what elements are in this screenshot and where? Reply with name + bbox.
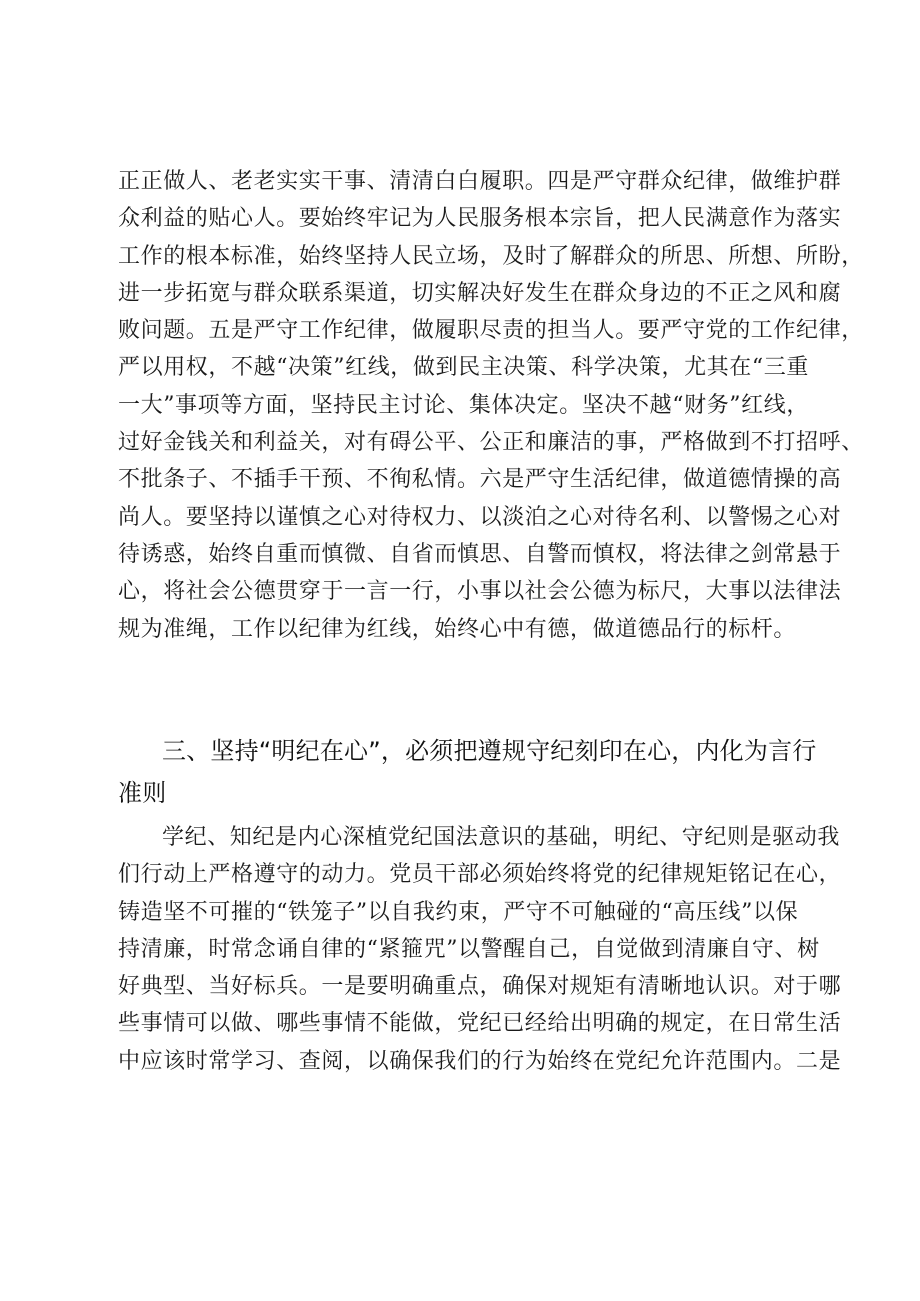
text-line: 持清廉，时常念诵自律的“紧箍咒”以警醒自己，自觉做到清廉自守、树 xyxy=(118,936,820,962)
text-line: 些事情可以做、哪些事情不能做，党纪已经给出明确的规定，在日常生活 xyxy=(118,1011,842,1037)
text-line: 好典型、当好标兵。一是要明确重点，确保对规矩有清晰地认识。对于哪 xyxy=(118,974,842,1000)
text-line: 心，将社会公德贯穿于一言一行，小事以社会公德为标尺，大事以法律法 xyxy=(118,579,842,605)
text-line: 败问题。五是严守工作纪律，做履职尽责的担当人。要严守党的工作纪律， xyxy=(118,318,864,344)
section-heading xyxy=(118,730,820,814)
text-line: 工作的根本标准，始终坚持人民立场，及时了解群众的所思、所想、所盼， xyxy=(118,243,864,269)
text-line: 待诱惑，始终自重而慎微、自省而慎思、自警而慎权，将法律之剑常悬于 xyxy=(118,541,842,567)
text-line: 进一步拓宽与群众联系渠道，切实解决好发生在群众身边的不正之风和腐 xyxy=(118,280,842,306)
paragraph-bottom xyxy=(118,819,842,1080)
text-line: 不批条子、不插手干预、不徇私情。六是严守生活纪律，做道德情操的高 xyxy=(118,467,842,493)
text-line: 一大”事项等方面，坚持民主讨论、集体决定。坚决不越“财务”红线， xyxy=(118,392,809,418)
text-line: 尚人。要坚持以谨慎之心对待权力、以淡泊之心对待名利、以警惕之心对 xyxy=(118,504,842,530)
paragraph-top xyxy=(118,163,864,648)
text-line: 众利益的贴心人。要始终牢记为人民服务根本宗旨，把人民满意作为落实 xyxy=(118,206,842,232)
text-line: 学纪、知纪是内心深植党纪国法意识的基础，明纪、守纪则是驱动我 xyxy=(162,825,841,850)
text-line: 铸造坚不可摧的“铁笼子”以自我约束，严守不可触碰的“高压线”以保 xyxy=(118,899,799,925)
heading-line: 准则 xyxy=(118,779,167,807)
text-line: 中应该时常学习、查阅，以确保我们的行为始终在党纪允许范围内。二是 xyxy=(118,1048,842,1074)
text-line: 过好金钱关和利益关，对有碍公平、公正和廉洁的事，严格做到不打招呼、 xyxy=(118,430,864,456)
text-line: 正正做人、老老实实干事、清清白白履职。四是严守群众纪律，做维护群 xyxy=(118,169,842,194)
text-line: 严以用权，不越“决策”红线，做到民主决策、科学决策，尤其在“三重 xyxy=(118,355,809,381)
heading-line: 三、坚持“明纪在心”，必须把遵规守纪刻印在心，内化为言行 xyxy=(162,737,817,765)
text-line: 规为准绳，工作以纪律为红线，始终心中有德，做道德品行的标杆。 xyxy=(118,616,797,642)
text-line: 们行动上严格遵守的动力。党员干部必须始终将党的纪律规矩铭记在心， xyxy=(118,862,842,888)
